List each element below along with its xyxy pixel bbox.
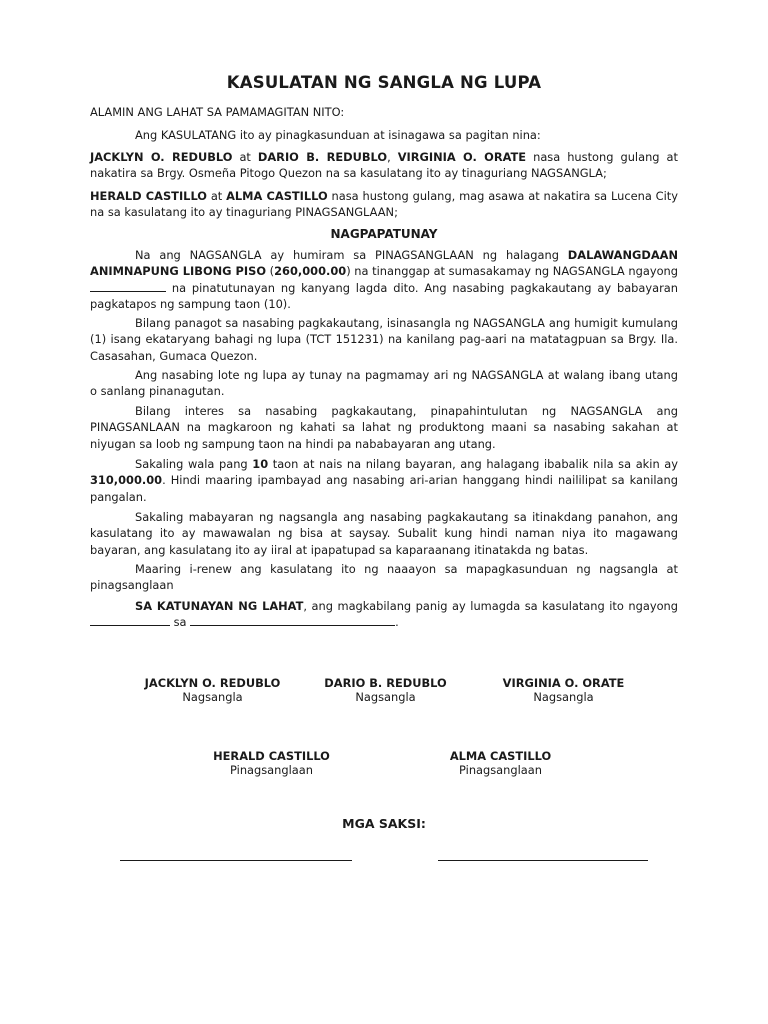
party-pinagsanglaan-paragraph [90, 188, 678, 221]
separator: , [387, 150, 398, 164]
amount-words: DALAWANGDAAN ANIMNAPUNG LIBONG PISO [90, 248, 678, 279]
loan-paragraph: Na ang NAGSANGLA ay humiram sa PINAGSANGLAAN ng halagang DALAWANGDAAN ANIMNAPUNG LIBONG PISO (260,000.00) na tinanggap at sumasakamay ng NAGSANGLA ngayong na pinatutunayan ng kanyang lagda dito. Ang nasabing pagkakautang ay babayaran pagkatapos ng sampung taon (10). [90, 248, 678, 312]
signatory-name: HERALD CASTILLO [213, 749, 330, 763]
witnesses-label: MGA SAKSI: [342, 816, 426, 831]
amount-number: 260,000.00 [274, 264, 347, 279]
signatory-role: Pinagsanglaan [230, 763, 313, 777]
party-name: ALMA CASTILLO [226, 189, 328, 203]
signatory-name: JACKLYN O. REDUBLO [144, 676, 281, 690]
intro-paragraph: Ang KASULATANG ito ay pinagkasunduan at isinagawa sa pagitan nina: [135, 128, 541, 142]
signature-block [303, 676, 468, 704]
signatory-role: Pinagsanglaan [459, 763, 542, 777]
validity-paragraph: Sakaling mabayaran ng nagsangla ang nasabing pagkakautang sa itinakdang panahon, ang kasulatang ito ay mawawalan ng bisa at saysay. Subalit kung hindi naman niya ito magawang bayaran, ang kasulatang ito ay iiral at ipapatupad sa kaparaanang itinatakda ng batas. [90, 510, 678, 557]
early-payment-paragraph: Sakaling wala pang 10 taon at nais na nilang bayaran, ang halagang ibabalik nila sa akin ay 310,000.00. Hindi maaring ipambayad ang nasabing ari-arian hanggang hindi naililipat sa kanilang pangalan. [90, 457, 678, 504]
party-description: nasa hustong gulang at nakatira sa Brgy. Osmeña Pitogo Quezon na sa kasulatang ito ay tinaguriang NAGSANGLA; [90, 150, 678, 181]
party-name: JACKLYN O. REDUBLO [90, 150, 233, 164]
document-title: KASULATAN NG SANGLA NG LUPA [226, 73, 542, 92]
signatory-name: DARIO B. REDUBLO [324, 676, 447, 690]
return-amount: 310,000.00 [90, 473, 163, 488]
place-blank [190, 614, 395, 626]
signatory-name: ALMA CASTILLO [449, 749, 552, 763]
signature-block [418, 749, 583, 777]
witness-signature-line [438, 860, 648, 861]
signature-block [189, 749, 354, 777]
party-description: nasa hustong gulang, mag asawa at nakatira sa Lucena City na sa kasulatang ito ay tinaguriang PINAGSANGLAAN; [90, 189, 678, 220]
party-name: DARIO B. REDUBLO [257, 150, 388, 164]
signature-block [481, 676, 646, 704]
conjunction: at [232, 150, 258, 164]
opening-line: ALAMIN ANG LAHAT SA PAMAMAGITAN NITO: [90, 105, 345, 119]
section-heading: NAGPAPATUNAY [330, 227, 438, 241]
years-value: 10 [252, 457, 269, 471]
signatory-role: Nagsangla [182, 690, 243, 704]
signatory-name: VIRGINIA O. ORATE [502, 676, 625, 690]
attestation-lead: SA KATUNAYAN NG LAHAT [135, 599, 304, 613]
witness-signature-line [120, 860, 352, 861]
signature-block [130, 676, 295, 704]
party-name: HERALD CASTILLO [90, 189, 207, 203]
ownership-paragraph: Ang nasabing lote ng lupa ay tunay na pagmamay ari ng NAGSANGLA at walang ibang utang o sanlang pinanagutan. [90, 368, 678, 399]
date-blank [90, 280, 166, 292]
signatory-role: Nagsangla [355, 690, 416, 704]
renewal-paragraph: Maaring i-renew ang kasulatang ito ng naaayon sa mapagkasunduan ng nagsangla at pinagsanglaan [90, 562, 678, 593]
date-blank [90, 614, 170, 626]
signatory-role: Nagsangla [533, 690, 594, 704]
party-nagsangla-paragraph [90, 149, 678, 182]
collateral-paragraph: Bilang panagot sa nasabing pagkakautang, isinasangla ng NAGSANGLA ang humigit kumulang (1) isang ekataryang bahagi ng lupa (TCT 151231) na kanilang pag-aari na matatagpuan sa Brgy. Ila. Casasahan, Gumaca Quezon. [90, 316, 678, 363]
attestation-paragraph: SA KATUNAYAN NG LAHAT, ang magkabilang panig ay lumagda sa kasulatang ito ngayong sa . [90, 598, 678, 631]
party-name: VIRGINIA O. ORATE [397, 150, 527, 164]
conjunction: at [206, 189, 227, 203]
interest-paragraph: Bilang interes sa nasabing pagkakautang, pinapahintulutan ng NAGSANGLA ang PINAGSANLAAN na magkaroon ng kahati sa lahat ng produktong maani sa nasabing sakahan at niyugan sa loob ng sampung taon na hindi pa nababayaran ang utang. [90, 404, 678, 451]
